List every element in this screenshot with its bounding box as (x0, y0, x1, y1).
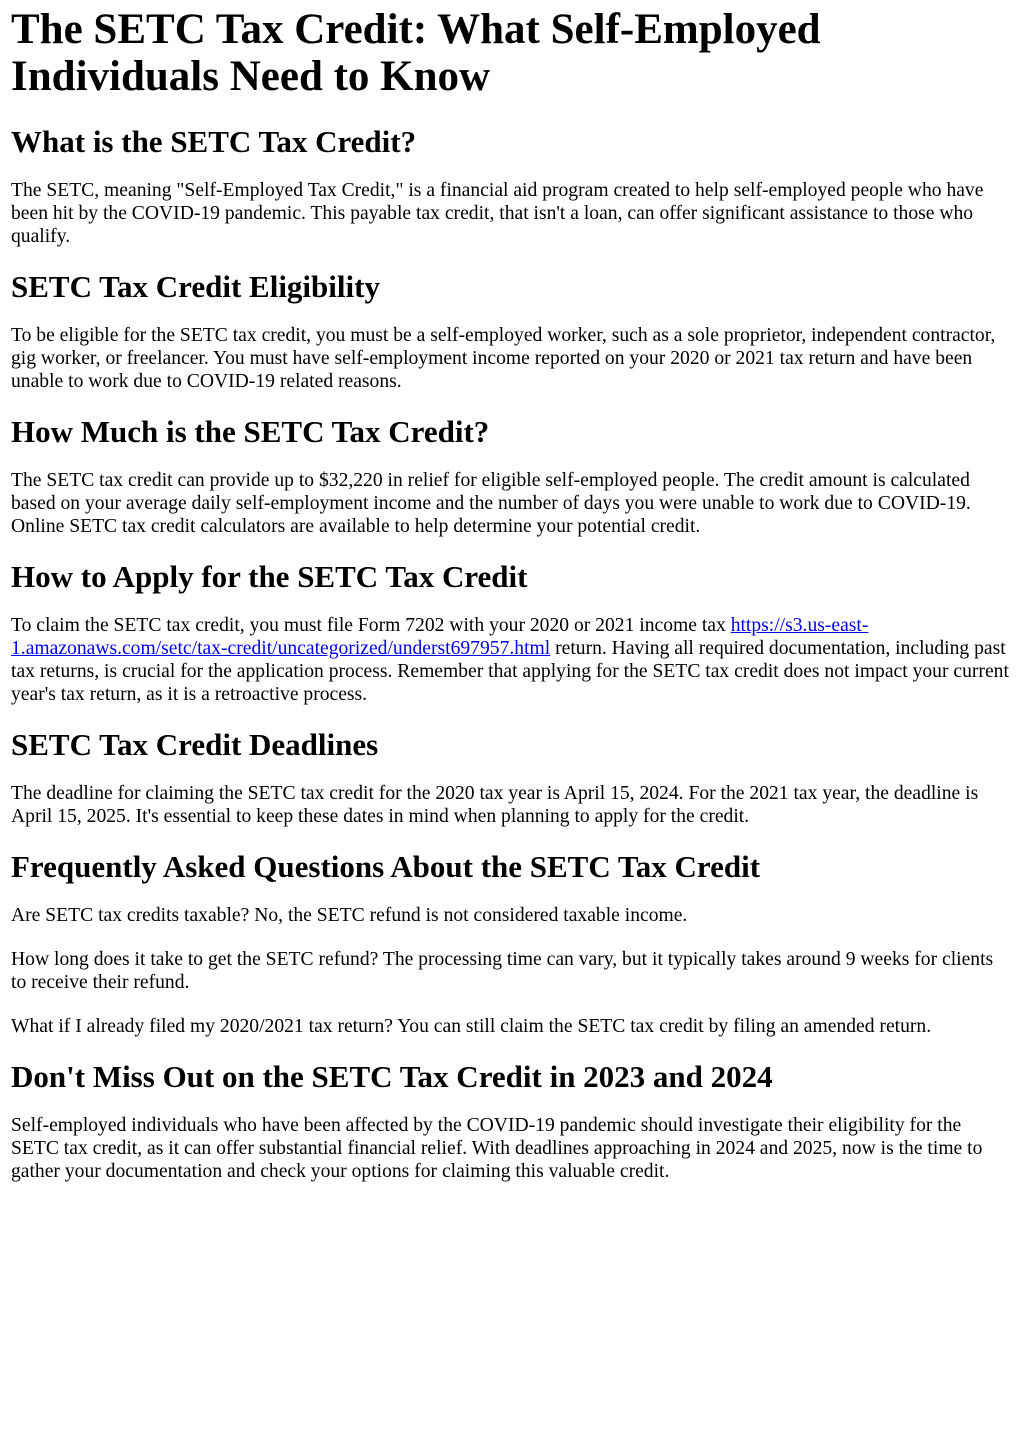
section-heading: How to Apply for the SETC Tax Credit (11, 559, 528, 594)
section-heading: Frequently Asked Questions About the SETC Tax Credit (11, 849, 761, 884)
section-paragraph: The SETC tax credit can provide up to $32,220 in relief for eligible self-employed people. The credit amount is calculated based on your average daily self-employment income and the number of days you were unable to work due to COVID-19. Online SETC tax credit calculators are available to help determine your potential credit. (11, 470, 971, 537)
section-heading: How Much is the SETC Tax Credit? (11, 414, 490, 449)
faq-item: Are SETC tax credits taxable? No, the SETC refund is not considered taxable income. (11, 905, 688, 926)
section-heading: What is the SETC Tax Credit? (11, 124, 417, 159)
section-eligibility (11, 269, 1013, 393)
apply-text-before-link: To claim the SETC tax credit, you must file Form 7202 with your 2020 or 2021 income tax (11, 615, 731, 636)
section-heading: SETC Tax Credit Eligibility (11, 269, 380, 304)
section-paragraph: To be eligible for the SETC tax credit, you must be a self-employed worker, such as a sole proprietor, independent contractor, gig worker, or freelancer. You must have self-employment income reported on your 2020 or 2021 tax return and have been unable to work due to COVID-19 related reasons. (11, 325, 996, 392)
section-faq (11, 849, 1013, 1038)
section-dont-miss-out (11, 1059, 1013, 1183)
section-heading: SETC Tax Credit Deadlines (11, 727, 379, 762)
faq-item: How long does it take to get the SETC refund? The processing time can vary, but it typically takes around 9 weeks for clients to receive their refund. (11, 949, 994, 993)
apply-text-after-link: return. Having all required documentation, including past tax returns, is crucial for the application process. Remember that applying for the SETC tax credit does not impact your current year's tax return, as it is a retroactive process. (11, 638, 1009, 705)
section-how-to-apply (11, 559, 1013, 706)
section-paragraph: The deadline for claiming the SETC tax credit for the 2020 tax year is April 15, 2024. For the 2021 tax year, the deadline is April 15, 2025. It's essential to keep these dates in mind when planning to apply for the credit. (11, 783, 979, 827)
section-deadlines (11, 727, 1013, 828)
page-title: The SETC Tax Credit: What Self-Employed Individuals Need to Know (11, 6, 821, 100)
section-paragraph: Self-employed individuals who have been affected by the COVID-19 pandemic should investigate their eligibility for the SETC tax credit, as it can offer substantial financial relief. With deadlines approaching in 2024 and 2025, now is the time to gather your documentation and check your options for claiming this valuable credit. (11, 1115, 983, 1182)
section-how-much (11, 414, 1013, 538)
section-paragraph (11, 614, 1013, 706)
apply-link[interactable]: https://s3.us-east-1.amazonaws.com/setc/tax-credit/uncategorized/underst697957.html (11, 615, 869, 659)
faq-item: What if I already filed my 2020/2021 tax return? You can still claim the SETC tax credit by filing an amended return. (11, 1016, 932, 1037)
section-heading: Don't Miss Out on the SETC Tax Credit in 2023 and 2024 (11, 1059, 773, 1094)
section-what-is (11, 124, 1013, 248)
section-paragraph: The SETC, meaning "Self-Employed Tax Credit," is a financial aid program created to help self-employed people who have been hit by the COVID-19 pandemic. This payable tax credit, that isn't a loan, can offer significant assistance to those who qualify. (11, 180, 984, 247)
